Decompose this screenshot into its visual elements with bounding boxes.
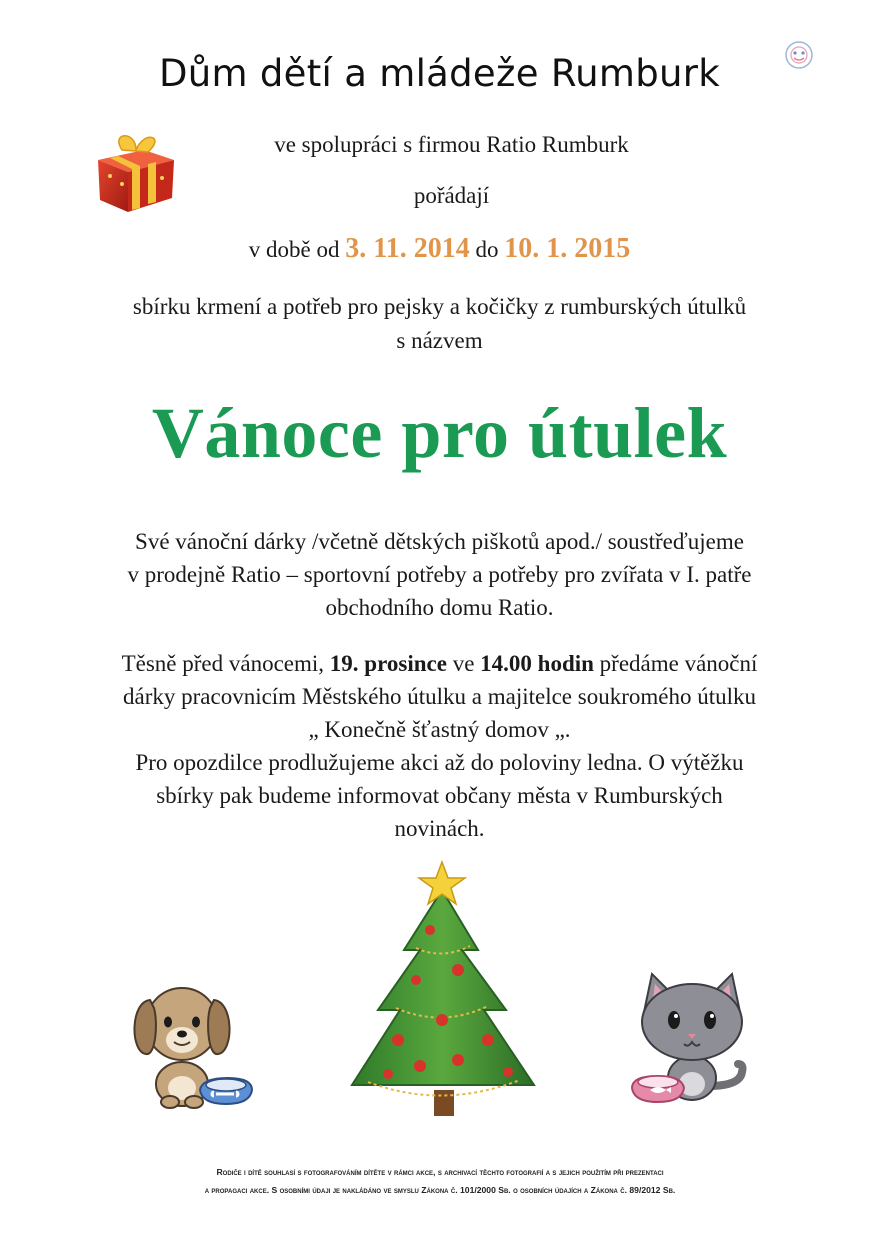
paragraph-3-line-3: novinách. <box>394 816 485 841</box>
paragraph-3-line-2: sbírky pak budeme informovat občany města v Rumburských <box>156 783 723 808</box>
period-line <box>0 233 879 265</box>
paragraph-2-line-1 <box>0 647 879 680</box>
handover-time: 14.00 hodin <box>480 651 594 676</box>
paragraph-1 <box>0 525 879 624</box>
paragraph-3-line-1: Pro opozdilce prodlužujeme akci až do poloviny ledna. O výtěžku <box>135 750 744 775</box>
paragraph-2 <box>0 647 879 845</box>
paragraph-2-text-c: předáme vánoční <box>599 651 758 676</box>
organize-line: pořádají <box>413 183 490 208</box>
christmas-tree-icon <box>338 860 548 1125</box>
date-from: 3. 11. 2014 <box>345 233 470 264</box>
period-prefix: v době od <box>248 237 340 262</box>
cooperation-line: ve spolupráci s firmou Ratio Rumburk <box>274 132 629 157</box>
period-mid: do <box>475 237 499 262</box>
paragraph-2-line-2: dárky pracovnicím Městského útulku a majitelce soukromého útulku <box>123 684 756 709</box>
event-headline: Vánoce pro útulek <box>151 393 728 473</box>
paragraph-2-text-b: ve <box>452 651 475 676</box>
paragraph-1-line-1: Své vánoční dárky /včetně dětských piškotů apod./ soustřeďujeme <box>135 529 744 554</box>
logo-icon <box>784 40 814 70</box>
paragraph-2-text-a: Těsně před vánocemi, <box>121 651 325 676</box>
paragraph-1-line-3: obchodního domu Ratio. <box>325 595 554 620</box>
organization-title: Dům dětí a mládeže Rumburk <box>158 52 721 95</box>
date-to: 10. 1. 2015 <box>504 233 631 264</box>
disclaimer-line-1: Rodiče i dítě souhlasí s fotografováním dítěte v rámci akce, s archivací těchto fotografií a s jejich použitím při prezentaci <box>216 1167 664 1177</box>
disclaimer-line-2: a propagaci akce. S osobními údaji je nakládáno ve smyslu Zákona č. 101/2000 Sb. o osobních údajích a Zákona č. 89/2012 Sb. <box>204 1185 676 1195</box>
collection-line-1: sbírku krmení a potřeb pro pejsky a kočičky z rumburských útulků <box>132 294 747 319</box>
photo-consent-disclaimer <box>60 1163 820 1199</box>
dog-icon <box>130 972 260 1112</box>
cat-icon <box>630 968 760 1108</box>
paragraph-2-line-3: „ Konečně šťastný domov „. <box>308 717 571 742</box>
paragraph-1-line-2: v prodejně Ratio – sportovní potřeby a potřeby pro zvířata v I. patře <box>127 562 752 587</box>
handover-date: 19. prosince <box>329 651 447 676</box>
collection-line-2: s názvem <box>396 328 483 353</box>
